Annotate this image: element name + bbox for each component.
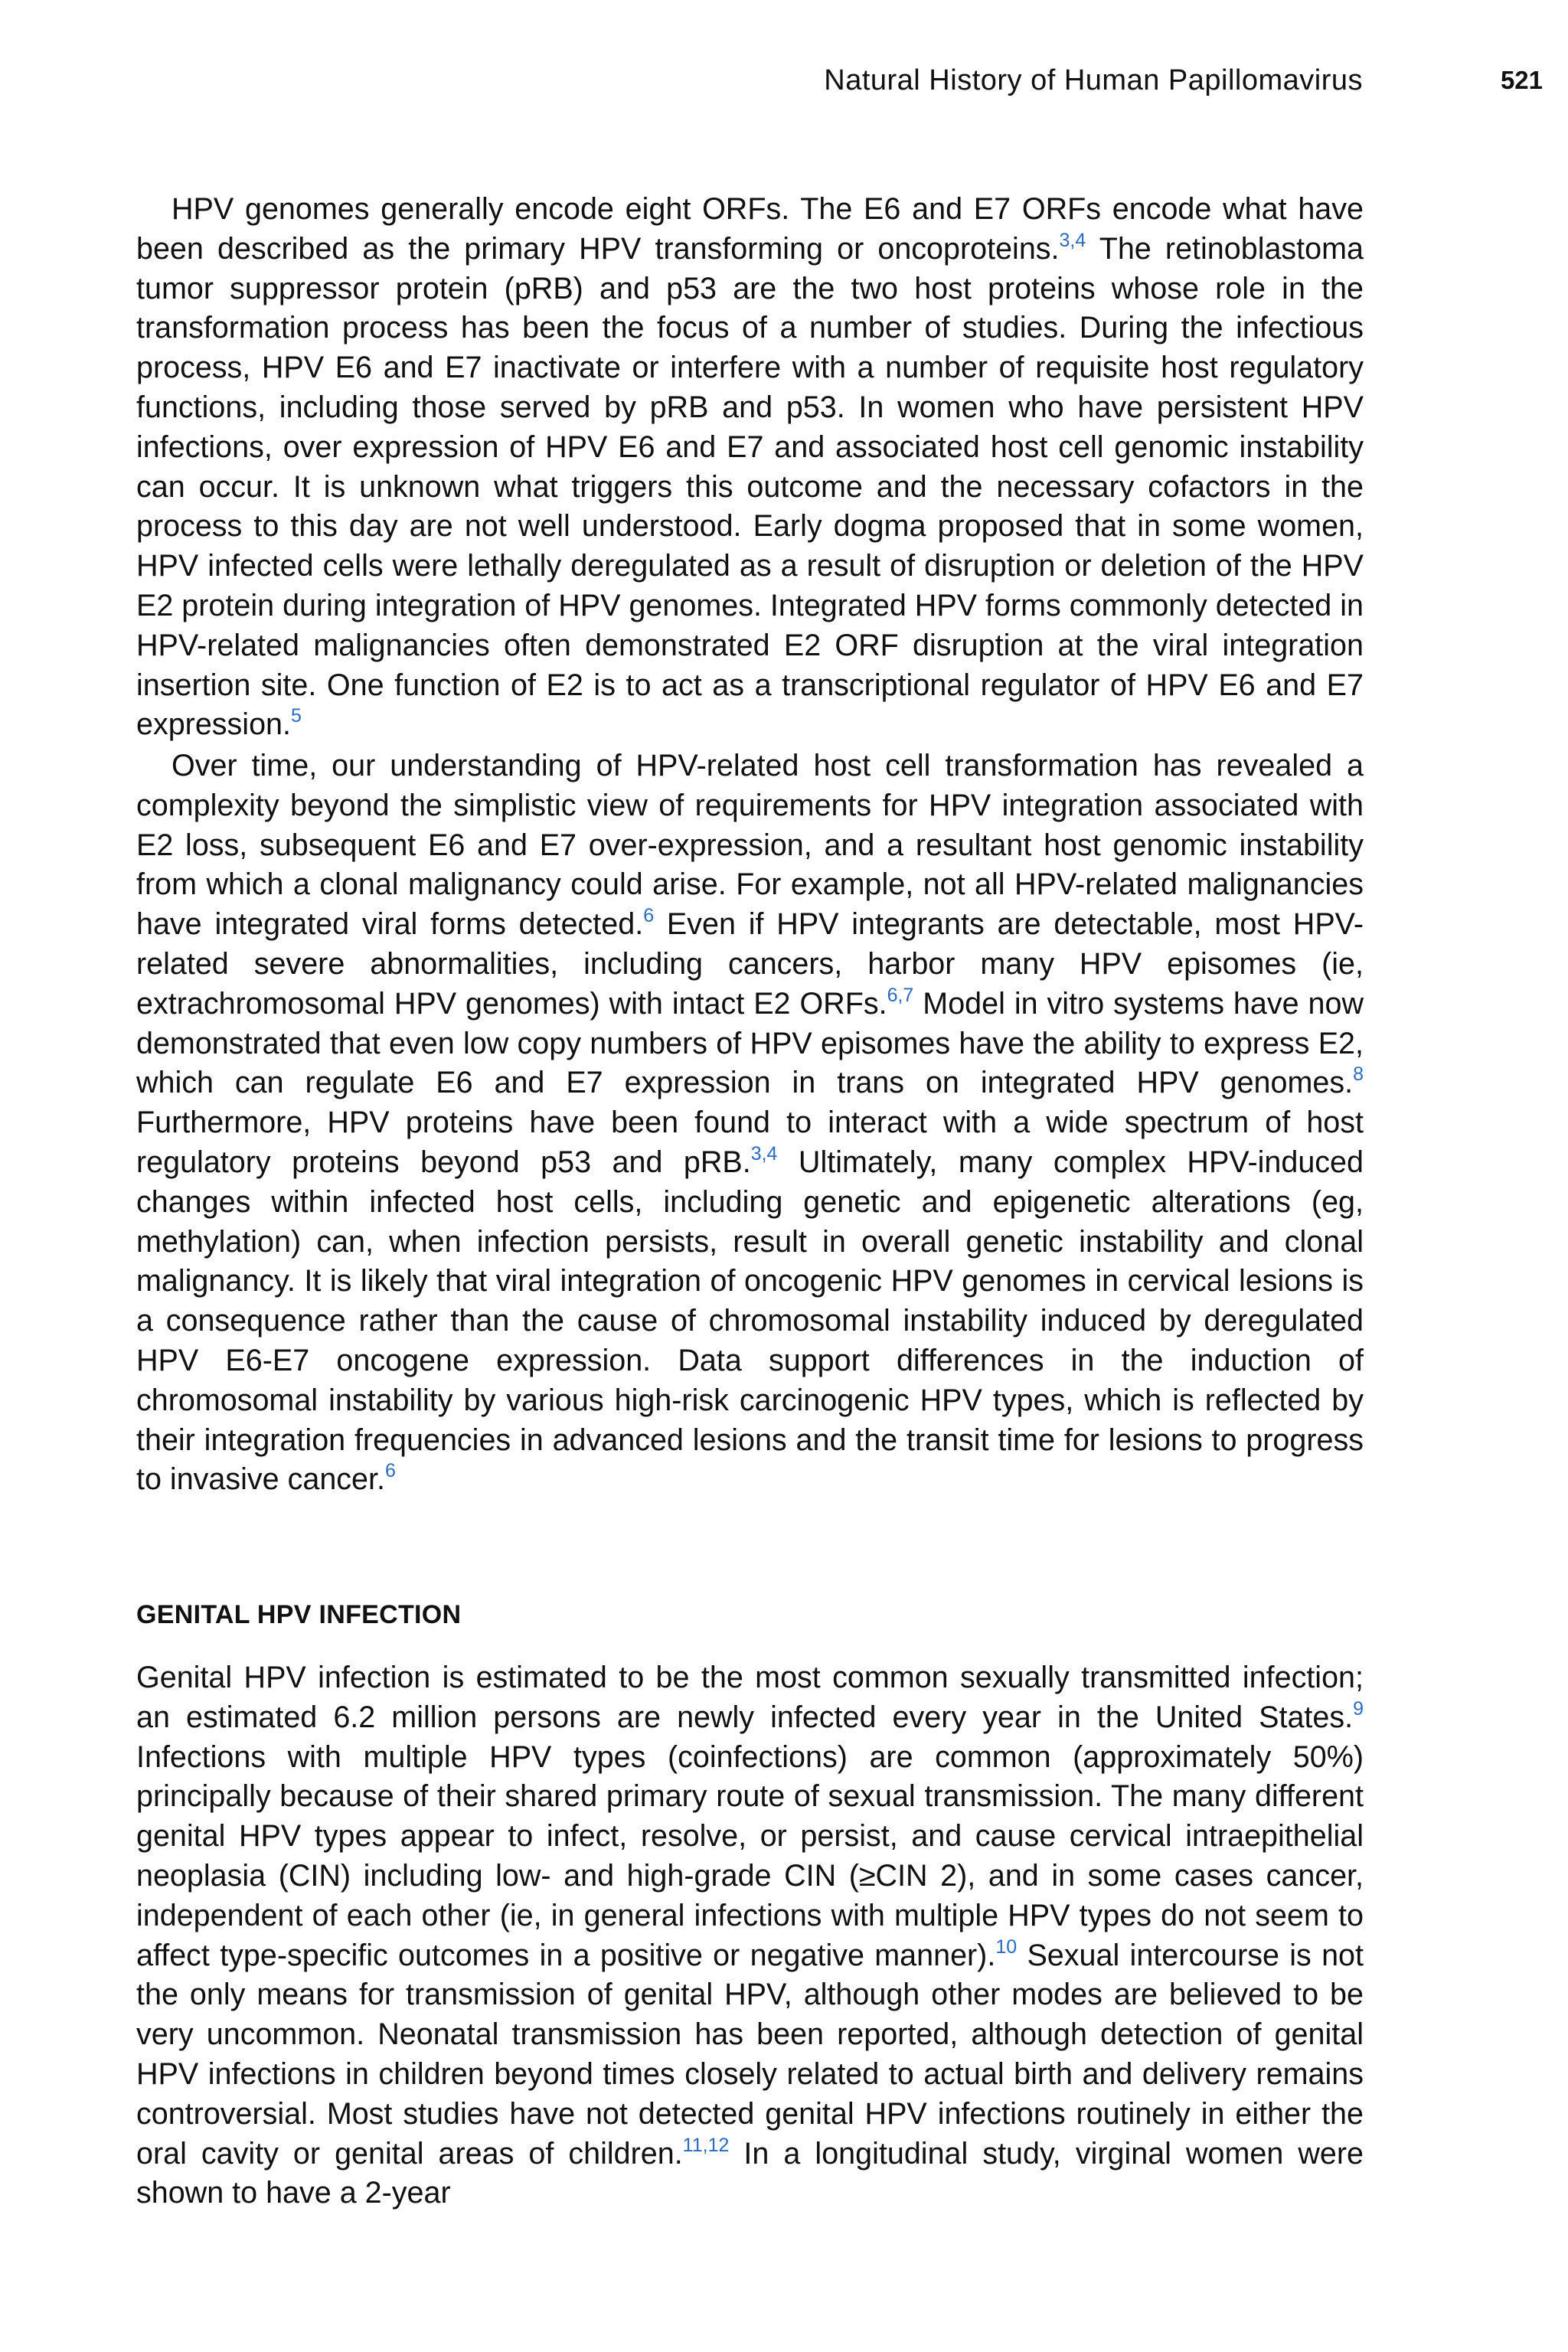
- paragraph: [136, 190, 1364, 745]
- section-heading: GENITAL HPV INFECTION: [136, 1600, 462, 1629]
- citation-ref[interactable]: 5: [291, 705, 302, 727]
- citation-ref[interactable]: 6,7: [887, 984, 914, 1006]
- citation-ref[interactable]: 11,12: [682, 2134, 730, 2156]
- citation-ref[interactable]: 8: [1353, 1063, 1364, 1086]
- paragraph: [136, 1658, 1364, 2213]
- citation-ref[interactable]: 9: [1353, 1697, 1364, 1720]
- text-run: The retinoblastoma tumor suppressor protein (pRB) and p53 are the two host proteins whose role in the transformation process has been the focus of a number of studies. During the infectious process, HPV E6 and E7 inactivate or interfere with a number of requisite host regulatory functions, including those served by pRB and p53. In women who have persistent HPV infections, over expression of HPV E6 and E7 and associated host cell genomic instability can occur. It is unknown what triggers this outcome and the necessary cofactors in the process to this day are not well understood. Early dogma proposed that in some women, HPV infected cells were lethally deregulated as a result of disruption or deletion of the HPV E2 protein during integration of HPV genomes. Integrated HPV forms commonly detected in HPV-related malignancies often demonstrated E2 ORF disruption at the viral integration insertion site. One function of E2 is to act as a transcriptional regulator of HPV E6 and E7 expression.: [136, 231, 1364, 742]
- body-text-block-1: [136, 190, 1364, 745]
- text-run: Over time, our understanding of HPV-related host cell transformation has revealed a complexity beyond the simplistic view of requirements for HPV integration associated with E2 loss, subsequent E6 and E7 over-expression, and a resultant host genomic instability from which a clonal malignancy could arise. For example, not all HPV-related malignancies have integrated viral forms detected.: [136, 749, 1364, 942]
- body-text-block-3: [136, 1658, 1364, 2213]
- text-run: Genital HPV infection is estimated to be the most common sexually transmitted infection; an estimated 6.2 million persons are newly infected every year in the United States.: [136, 1661, 1364, 1734]
- citation-ref[interactable]: 3,4: [1059, 229, 1086, 251]
- text-run: Furthermore, HPV proteins have been found to interact with a wide spectrum of host regulatory proteins beyond p53 and pRB.: [136, 1106, 1364, 1179]
- text-run: Ultimately, many complex HPV-induced changes within infected host cells, including genetic and epigenetic alterations (eg, methylation) can, when infection persists, result in overall genetic instability and clonal malignancy. It is likely that viral integration of oncogenic HPV genomes in cervical lesions is a consequence rather than the cause of chromosomal instability induced by deregulated HPV E6-E7 oncogene expression. Data support differences in the induction of chromosomal instability by various high-risk carcinogenic HPV types, which is reflected by their integration frequencies in advanced lesions and the transit time for lesions to progress to invasive cancer.: [136, 1145, 1364, 1497]
- running-title: Natural History of Human Papillomavirus: [824, 64, 1363, 96]
- citation-ref[interactable]: 6: [384, 1460, 396, 1482]
- text-run: Even if HPV integrants are detectable, most HPV-related severe abnormalities, including cancers, harbor many HPV episomes (ie, extrachromosomal HPV genomes) with intact E2 ORFs.: [136, 907, 1364, 1021]
- text-run: Sexual intercourse is not the only means for transmission of genital HPV, although other modes are believed to be very uncommon. Neonatal transmission has been reported, although detection of genital HPV infections in children beyond times closely related to actual birth and delivery remains controversial. Most studies have not detected genital HPV infections routinely in either the oral cavity or genital areas of children.: [136, 1938, 1364, 2171]
- citation-ref[interactable]: 3,4: [750, 1142, 778, 1165]
- page-number: 521: [1500, 66, 1543, 94]
- citation-ref[interactable]: 6: [643, 905, 655, 927]
- text-run: In a longitudinal study, virginal women were shown to have a 2-year: [136, 2136, 1364, 2210]
- body-text-block-2: [136, 746, 1364, 1500]
- text-run: HPV genomes generally encode eight ORFs. The E6 and E7 ORFs encode what have been described as the primary HPV transforming or oncoproteins.: [136, 192, 1364, 266]
- paragraph: [136, 746, 1364, 1500]
- citation-ref[interactable]: 10: [995, 1936, 1018, 1958]
- text-run: Infections with multiple HPV types (coinfections) are common (approximately 50%) principally because of their shared primary route of sexual transmission. The many different genital HPV types appear to infect, resolve, or persist, and cause cervical intraepithelial neoplasia (CIN) including low- and high-grade CIN (≥CIN 2), and in some cases cancer, independent of each other (ie, in general infections with multiple HPV types do not seem to affect type-specific outcomes in a positive or negative manner).: [136, 1740, 1364, 1972]
- text-run: Model in vitro systems have now demonstrated that even low copy numbers of HPV episomes have the ability to express E2, which can regulate E6 and E7 expression in trans on integrated HPV genomes.: [136, 986, 1364, 1100]
